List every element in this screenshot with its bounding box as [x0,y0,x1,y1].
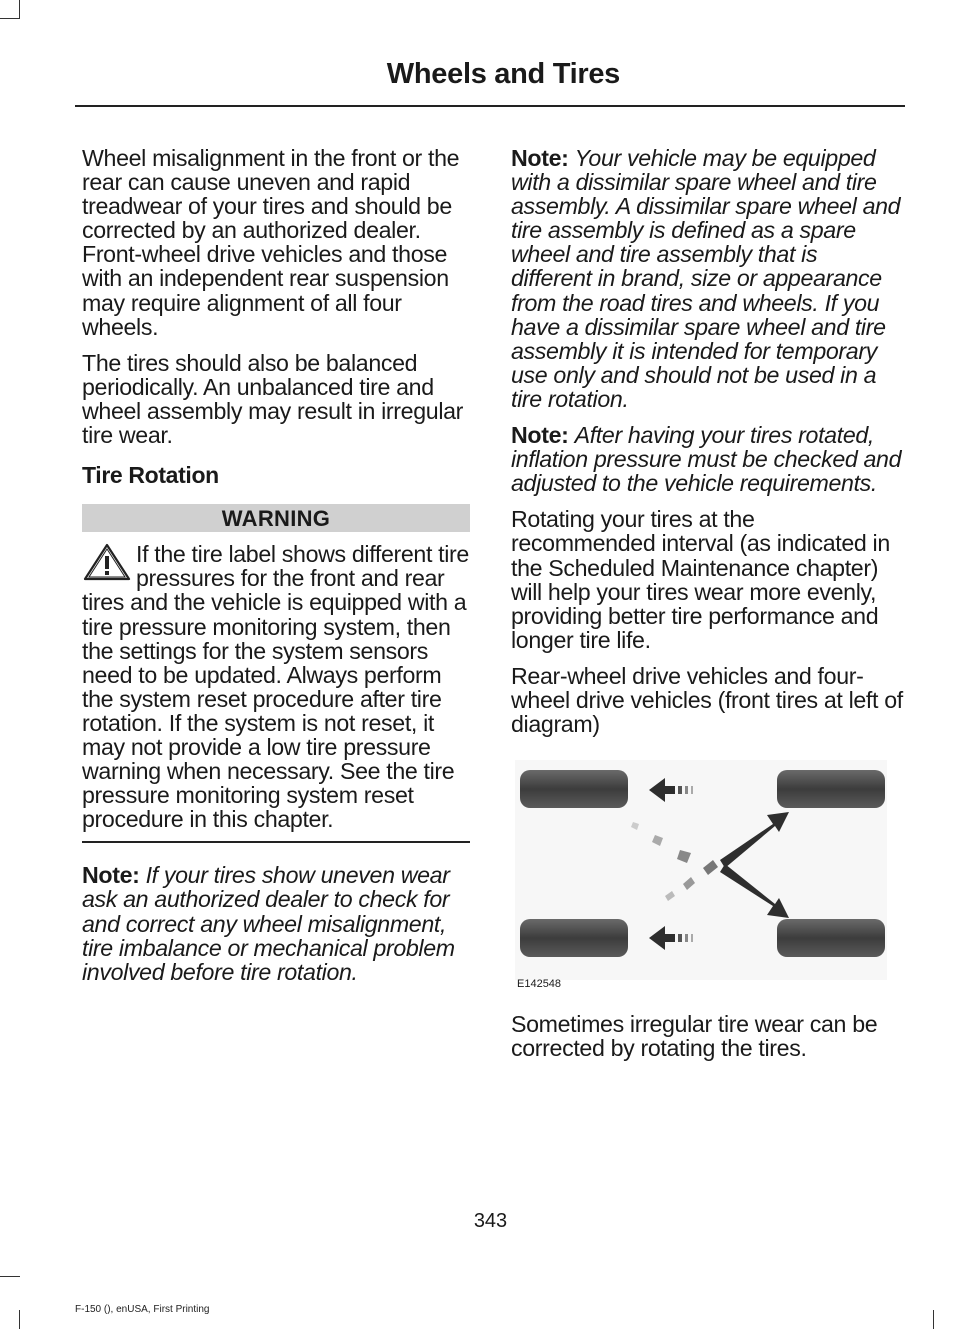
note-text: After having your tires rotated, inflation pressure must be checked and adjusted to the vehicle requirements. [511,422,902,497]
title-divider [75,105,905,107]
right-column [511,146,903,1060]
page-number: 343 [473,1210,508,1232]
paragraph: The tires should also be balanced periodically. An unbalanced tire and wheel assembly may result in irregular tire wear. [82,349,464,449]
note-text: If your tires show uneven wear ask an authorized dealer to check for and correct any wheel misalignment, tire imbalance or mechanical problem involved before tire rotation. [82,862,455,985]
tire-rear-left [777,770,885,808]
tire-rear-right [777,919,885,957]
note-label: Note: [511,422,569,449]
crop-mark [0,18,20,19]
note [82,863,470,983]
paragraph: Sometimes irregular tire wear can be corrected by rotating the tires. [511,1011,878,1062]
left-column [82,146,470,984]
tire-front-left [520,770,628,808]
paragraph: Wheel misalignment in the front or the rear can cause uneven and rapid treadwear of your tires and should be corrected by an authorized dealer. Front-wheel drive vehicles and those with an independent rear suspension may require alignment of all four wheels. [82,145,460,340]
section-heading: Tire Rotation [82,462,219,489]
note [511,423,903,495]
note [511,146,903,411]
warning-divider [82,841,470,843]
crop-mark [19,0,20,19]
paragraph: Rear-wheel drive vehicles and four-wheel drive vehicles (front tires at left of diagram) [511,662,903,738]
warning-triangle-icon [82,542,132,582]
note-text: Your vehicle may be equipped with a dissimilar spare wheel and tire assembly. A dissimilar spare wheel and tire assembly is defined as a spare wheel and tire assembly that is different in brand, size or appearance from the road tires and wheels. If you have a dissimilar spare wheel and tire assembly it is intended for temporary use only and should not be used in a tire rotation. [511,145,901,412]
tire-front-right [520,919,628,957]
crop-mark [19,1310,20,1329]
crop-mark [0,1276,20,1277]
page-title: Wheels and Tires [386,58,620,90]
tire-rotation-illustration [515,760,887,980]
figure-id: E142548 [517,978,562,991]
crop-mark [933,1310,934,1329]
warning-banner: WARNING [82,504,470,532]
warning-block [82,542,470,831]
note-label: Note: [82,862,140,889]
note-label: Note: [511,145,569,171]
warning-text: If the tire label shows different tire pressures for the front and rear tires and the vehicle is equipped with a tire pressure monitoring system, then the settings for the system sensors need to be updated. Always perform the system reset procedure after tire rotation. If the system is not reset, it may not provide a low tire pressure warning when necessary. See the tire pressure monitoring system reset procedure in this chapter. [82,541,469,833]
paragraph: Rotating your tires at the recommended interval (as indicated in the Scheduled Maintenance chapter) will help your tires wear more evenly, providing better tire performance and longer tire life. [511,506,890,653]
tire-rotation-diagram [515,760,887,996]
footer-text: F-150 (), enUSA, First Printing [75,1304,210,1315]
